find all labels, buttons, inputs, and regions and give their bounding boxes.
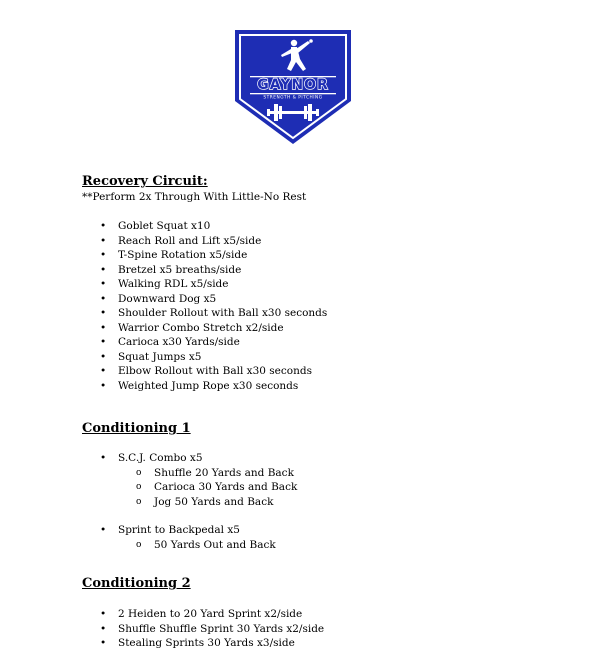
recovery-title: Recovery Circuit: bbox=[82, 174, 208, 189]
sub-bullet-icon: o bbox=[136, 496, 142, 507]
bullet-icon: • bbox=[100, 336, 107, 348]
conditioning-1-groups bbox=[82, 451, 562, 552]
sub-list-item bbox=[82, 480, 562, 495]
recovery-note: **Perform 2x Through With Little-No Rest bbox=[82, 191, 307, 203]
list-item-text: Warrior Combo Stretch x2/side bbox=[118, 321, 284, 334]
list-item bbox=[82, 234, 562, 249]
list-item-text: Downward Dog x5 bbox=[118, 292, 217, 305]
list-item bbox=[82, 277, 562, 292]
gaynor-logo bbox=[234, 29, 352, 145]
logo-brand-text: GAYNOR bbox=[257, 77, 329, 93]
bullet-icon: • bbox=[100, 608, 107, 620]
list-item bbox=[82, 379, 562, 394]
bullet-icon: • bbox=[100, 249, 107, 261]
bullet-icon: • bbox=[100, 321, 107, 334]
sub-list bbox=[82, 538, 562, 553]
list-item bbox=[82, 219, 562, 234]
list-item-text: Elbow Rollout with Ball x30 seconds bbox=[118, 365, 312, 377]
list-item bbox=[82, 364, 562, 379]
list-item-text: Walking RDL x5/side bbox=[118, 278, 229, 290]
list-item bbox=[82, 607, 562, 622]
logo-tagline-text: STRENGTH & PITCHING bbox=[263, 95, 323, 101]
list-item-text: Shuffle Shuffle Sprint 30 Yards x2/side bbox=[118, 622, 325, 635]
list-item bbox=[82, 622, 562, 637]
list-item bbox=[82, 292, 562, 307]
sub-list-item bbox=[82, 538, 562, 553]
list-item-text: Reach Roll and Lift x5/side bbox=[118, 234, 262, 247]
conditioning-1-title: Conditioning 1 bbox=[82, 421, 191, 436]
sub-list-item-text: Carioca 30 Yards and Back bbox=[154, 481, 298, 493]
conditioning-1-group bbox=[82, 523, 562, 538]
bullet-icon: • bbox=[100, 452, 107, 464]
sub-list-item-text: Jog 50 Yards and Back bbox=[154, 495, 274, 508]
list-item bbox=[82, 335, 562, 350]
sub-list-item-text: 50 Yards Out and Back bbox=[154, 538, 276, 551]
list-item bbox=[82, 350, 562, 365]
bullet-icon: • bbox=[100, 350, 107, 363]
list-item-text: T-Spine Rotation x5/side bbox=[118, 249, 248, 261]
sub-list-item bbox=[82, 495, 562, 510]
conditioning-1-section bbox=[82, 421, 562, 552]
list-item-text: 2 Heiden to 20 Yard Sprint x2/side bbox=[118, 608, 303, 620]
bullet-icon: • bbox=[100, 524, 107, 536]
list-item bbox=[82, 636, 562, 651]
conditioning-1-group bbox=[82, 451, 562, 466]
bullet-icon: • bbox=[100, 263, 107, 276]
list-item-text: Squat Jumps x5 bbox=[118, 350, 202, 363]
sub-bullet-icon: o bbox=[136, 539, 142, 550]
recovery-section bbox=[82, 174, 562, 393]
bullet-icon: • bbox=[100, 220, 107, 232]
workout-document bbox=[82, 174, 562, 651]
sub-list bbox=[82, 466, 562, 510]
bullet-icon: • bbox=[100, 307, 107, 319]
list-item bbox=[82, 306, 562, 321]
list-item-text: Bretzel x5 breaths/side bbox=[118, 263, 242, 276]
bullet-icon: • bbox=[100, 622, 107, 635]
list-item bbox=[82, 451, 562, 466]
list-item bbox=[82, 321, 562, 336]
bullet-icon: • bbox=[100, 292, 107, 305]
bullet-icon: • bbox=[100, 637, 107, 649]
conditioning-2-section bbox=[82, 576, 562, 651]
list-item-text: Goblet Squat x10 bbox=[118, 220, 211, 232]
sub-list-item bbox=[82, 466, 562, 481]
logo-shield-icon bbox=[234, 29, 352, 145]
list-item bbox=[82, 248, 562, 263]
sub-bullet-icon: o bbox=[136, 482, 142, 492]
list-item-text: Sprint to Backpedal x5 bbox=[118, 524, 240, 536]
conditioning-2-list bbox=[82, 607, 562, 651]
bullet-icon: • bbox=[100, 234, 107, 247]
list-item-text: Shoulder Rollout with Ball x30 seconds bbox=[118, 307, 328, 319]
recovery-list bbox=[82, 219, 562, 393]
bullet-icon: • bbox=[100, 379, 107, 392]
bullet-icon: • bbox=[100, 278, 107, 290]
list-item-text: Carioca x30 Yards/side bbox=[118, 336, 240, 348]
list-item-text: Stealing Sprints 30 Yards x3/side bbox=[118, 637, 295, 649]
list-item bbox=[82, 523, 562, 538]
list-item-text: S.C.J. Combo x5 bbox=[118, 452, 203, 464]
sub-bullet-icon: o bbox=[136, 467, 142, 478]
bullet-icon: • bbox=[100, 365, 107, 377]
conditioning-2-title: Conditioning 2 bbox=[82, 576, 191, 591]
list-item-text: Weighted Jump Rope x30 seconds bbox=[118, 379, 299, 392]
sub-list-item-text: Shuffle 20 Yards and Back bbox=[154, 466, 294, 479]
list-item bbox=[82, 263, 562, 278]
